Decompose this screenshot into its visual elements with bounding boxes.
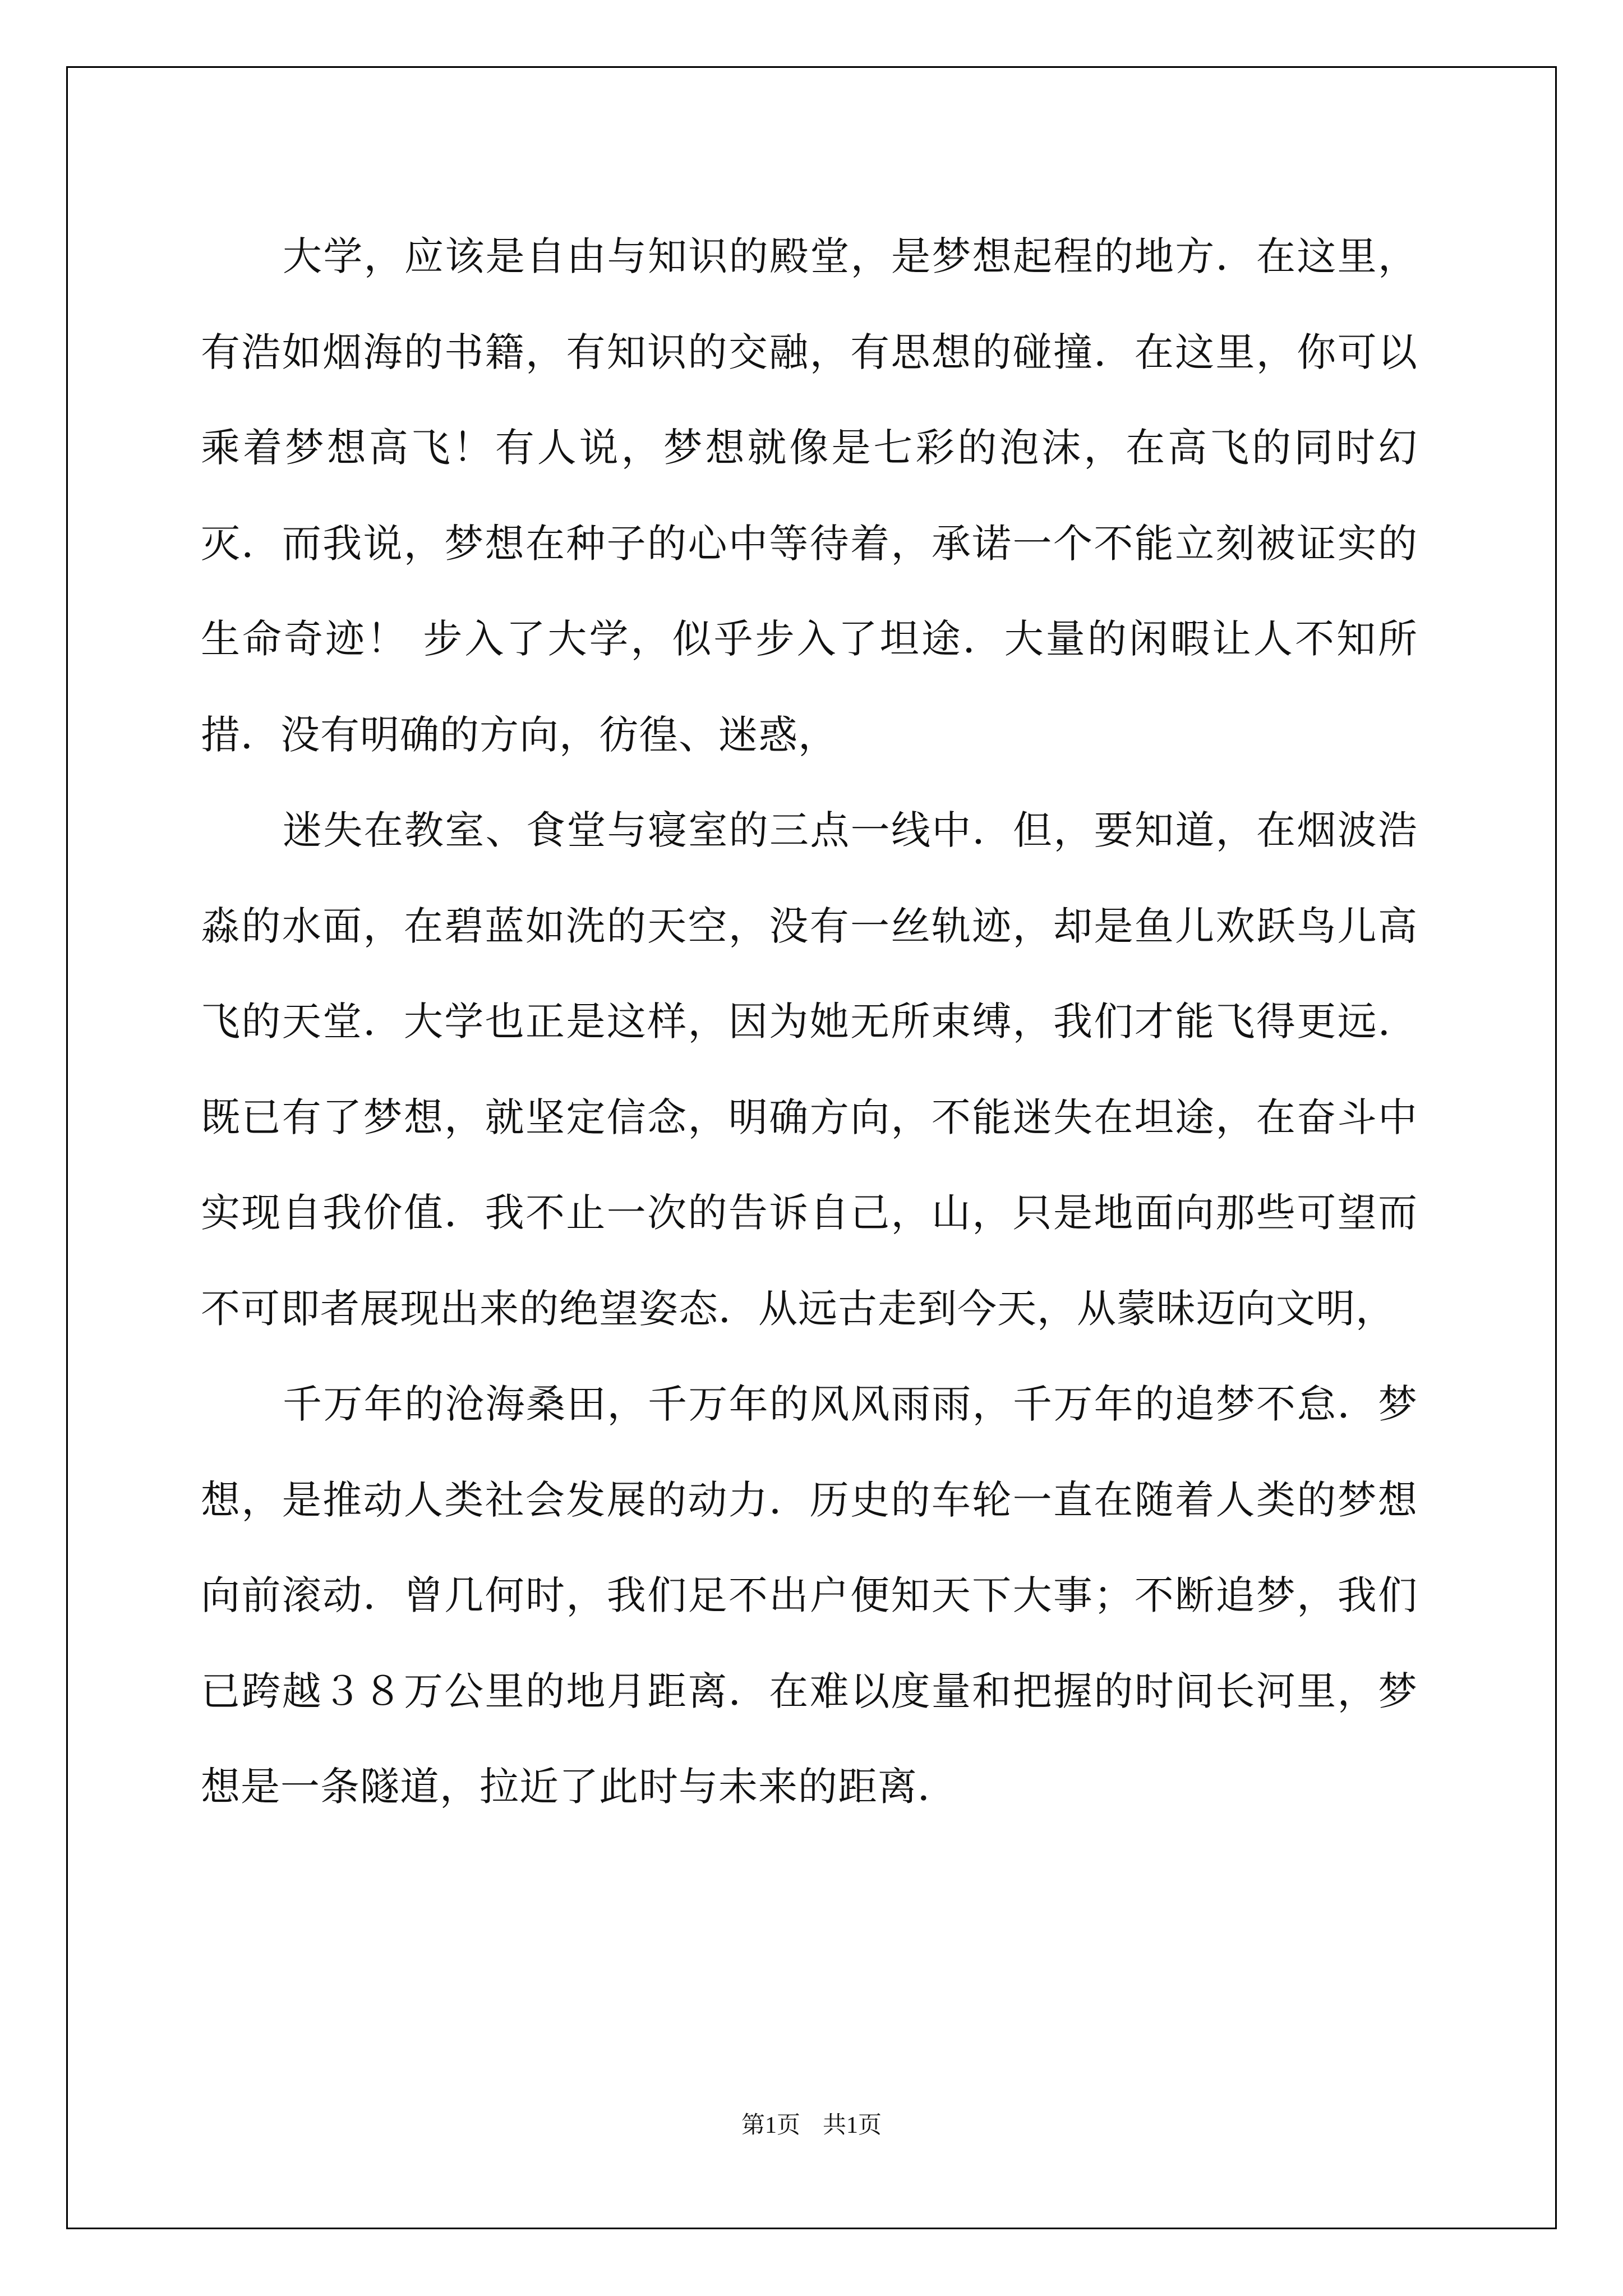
page-footer	[0, 2106, 1623, 2140]
paragraph-2: 迷失在教室、食堂与寝室的三点一线中．但，要知道，在烟波浩淼的水面，在碧蓝如洗的天空，没有一丝轨迹，却是鱼儿欢跃鸟儿高飞的天堂．大学也正是这样，因为她无所束缚，我们才能飞得更远．既已有了梦想，就坚定信念，明确方向，不能迷失在坦途，在奋斗中实现自我价值．我不止一次的告诉自己，山，只是地面向那些可望而不可即者展现出来的绝望姿态．从远古走到今天，从蒙昧迈向文明，	[201, 807, 1418, 1332]
document-body	[201, 209, 1418, 1835]
page-total: 共1页	[823, 2113, 882, 2138]
paragraph-3: 千万年的沧海桑田，千万年的风风雨雨，千万年的追梦不怠．梦想，是推动人类社会发展的动力．历史的车轮一直在随着人类的梦想向前滚动．曾几何时，我们足不出户便知天下大事；不断追梦，我们已跨越３８万公里的地月距离．在难以度量和把握的时间长河里，梦想是一条隧道，拉近了此时与未来的距离．	[201, 1381, 1418, 1810]
paragraph-1: 大学，应该是自由与知识的殿堂，是梦想起程的地方．在这里，有浩如烟海的书籍，有知识的交融，有思想的碰撞．在这里，你可以乘着梦想高飞！有人说，梦想就像是七彩的泡沫，在高飞的同时幻灭．而我说，梦想在种子的心中等待着，承诺一个不能立刻被证实的生命奇迹！ 步入了大学，似乎步入了坦途．大量的闲暇让人不知所措．没有明确的方向，彷徨、迷惑，	[201, 233, 1418, 758]
page-number: 第1页	[741, 2113, 800, 2138]
